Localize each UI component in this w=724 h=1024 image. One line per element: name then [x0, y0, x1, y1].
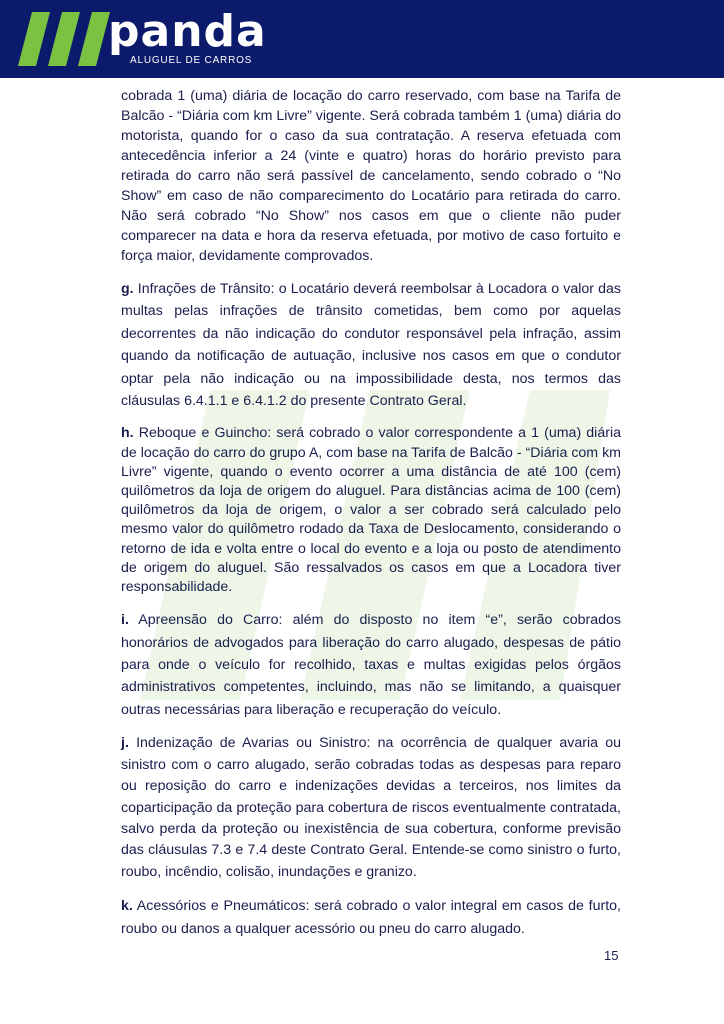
brand-tagline: ALUGUEL DE CARROS: [130, 55, 253, 66]
section-text: Reboque e Guincho: será cobrado o valor correspondente a 1 (uma) diária de locação do carro do grupo A, com base na Tarifa de Balcão - “Diária com km Livre” vigente, quando o evento ocorrer a uma distância de até 100 (cem) quilômetros da loja de origem do aluguel. Para distâncias acima de 100 (cem) quilômetros da loja de origem, o valor a ser cobrado será calculado pelo mesmo valor do quilômetro rodado da Taxa de Deslocamento, considerando o retorno de ida e volta entre o local do evento e a loja ou posto de atendimento de origem do aluguel. São ressalvados os casos em que a Locadora tiver responsabilidade.: [121, 425, 621, 596]
section-text: Infrações de Trânsito: o Locatário deverá reembolsar à Locadora o valor das multas pelas infrações de trânsito cometidas, bem como por aquelas decorrentes da não indicação do condutor responsável pela infração, assim quando da notificação de autuação, inclusive nos casos em que o condutor optar pela não indicação ou na impossibilidade desta, nos termos das cláusulas 6.4.1.1 e 6.4.1.2 do presente Contrato Geral.: [121, 281, 621, 410]
page-header: [0, 0, 724, 78]
document-body: [121, 86, 621, 952]
section-text: Acessórios e Pneumáticos: será cobrado o valor integral em casos de furto, roubo ou danos a qualquer acessório ou pneu do carro alugado.: [121, 898, 621, 937]
panda-logo-icon: [18, 12, 110, 66]
section-letter: h.: [121, 425, 134, 442]
section-text: Apreensão do Carro: além do disposto no item “e”, serão cobrados honorários de advogados para liberação do carro alugado, despesas de pátio para onde o veículo for recolhido, taxas e multas exigidas pelos órgãos administrativos competentes, incluindo, mas não se limitando, a quaisquer outras necessárias para liberação e recuperação do veículo.: [121, 612, 621, 718]
section-k: [121, 895, 621, 940]
brand-name: panda: [108, 6, 267, 57]
section-letter: j.: [121, 735, 129, 752]
section-letter: k.: [121, 898, 133, 915]
section-j: [121, 733, 621, 883]
section-i: [121, 609, 621, 721]
section-g: [121, 278, 621, 412]
section-letter: g.: [121, 281, 134, 297]
section-letter: i.: [121, 612, 129, 629]
section-h: [121, 424, 621, 597]
page-number: 15: [604, 948, 619, 963]
section-text: Indenização de Avarias ou Sinistro: na ocorrência de qualquer avaria ou sinistro com o carro alugado, serão cobradas todas as despesas para reparo ou reposição do carro e indenizações devidas a terceiros, nos limites da coparticipação da proteção para cobertura de riscos eventualmente contratada, salvo perda da proteção ou inexistência de sua cobertura, conforme previsão das cláusulas 7.3 e 7.4 deste Contrato Geral. Entende-se como sinistro o furto, roubo, incêndio, colisão, inundações e granizo.: [121, 735, 621, 880]
intro-paragraph: cobrada 1 (uma) diária de locação do carro reservado, com base na Tarifa de Balcão - “Diária com km Livre” vigente. Será cobrada também 1 (uma) diária do motorista, quando for o caso da sua contratação. A reserva efetuada com antecedência inferior a 24 (vinte e quatro) horas do horário previsto para retirada do carro não será passível de cancelamento, sendo cobrado o “No Show” em caso de não comparecimento do Locatário para retirada do carro. Não será cobrado “No Show” nos casos em que o cliente não puder comparecer na data e hora da reserva efetuada, por motivo de caso fortuito e força maior, devidamente comprovados.: [121, 88, 621, 264]
